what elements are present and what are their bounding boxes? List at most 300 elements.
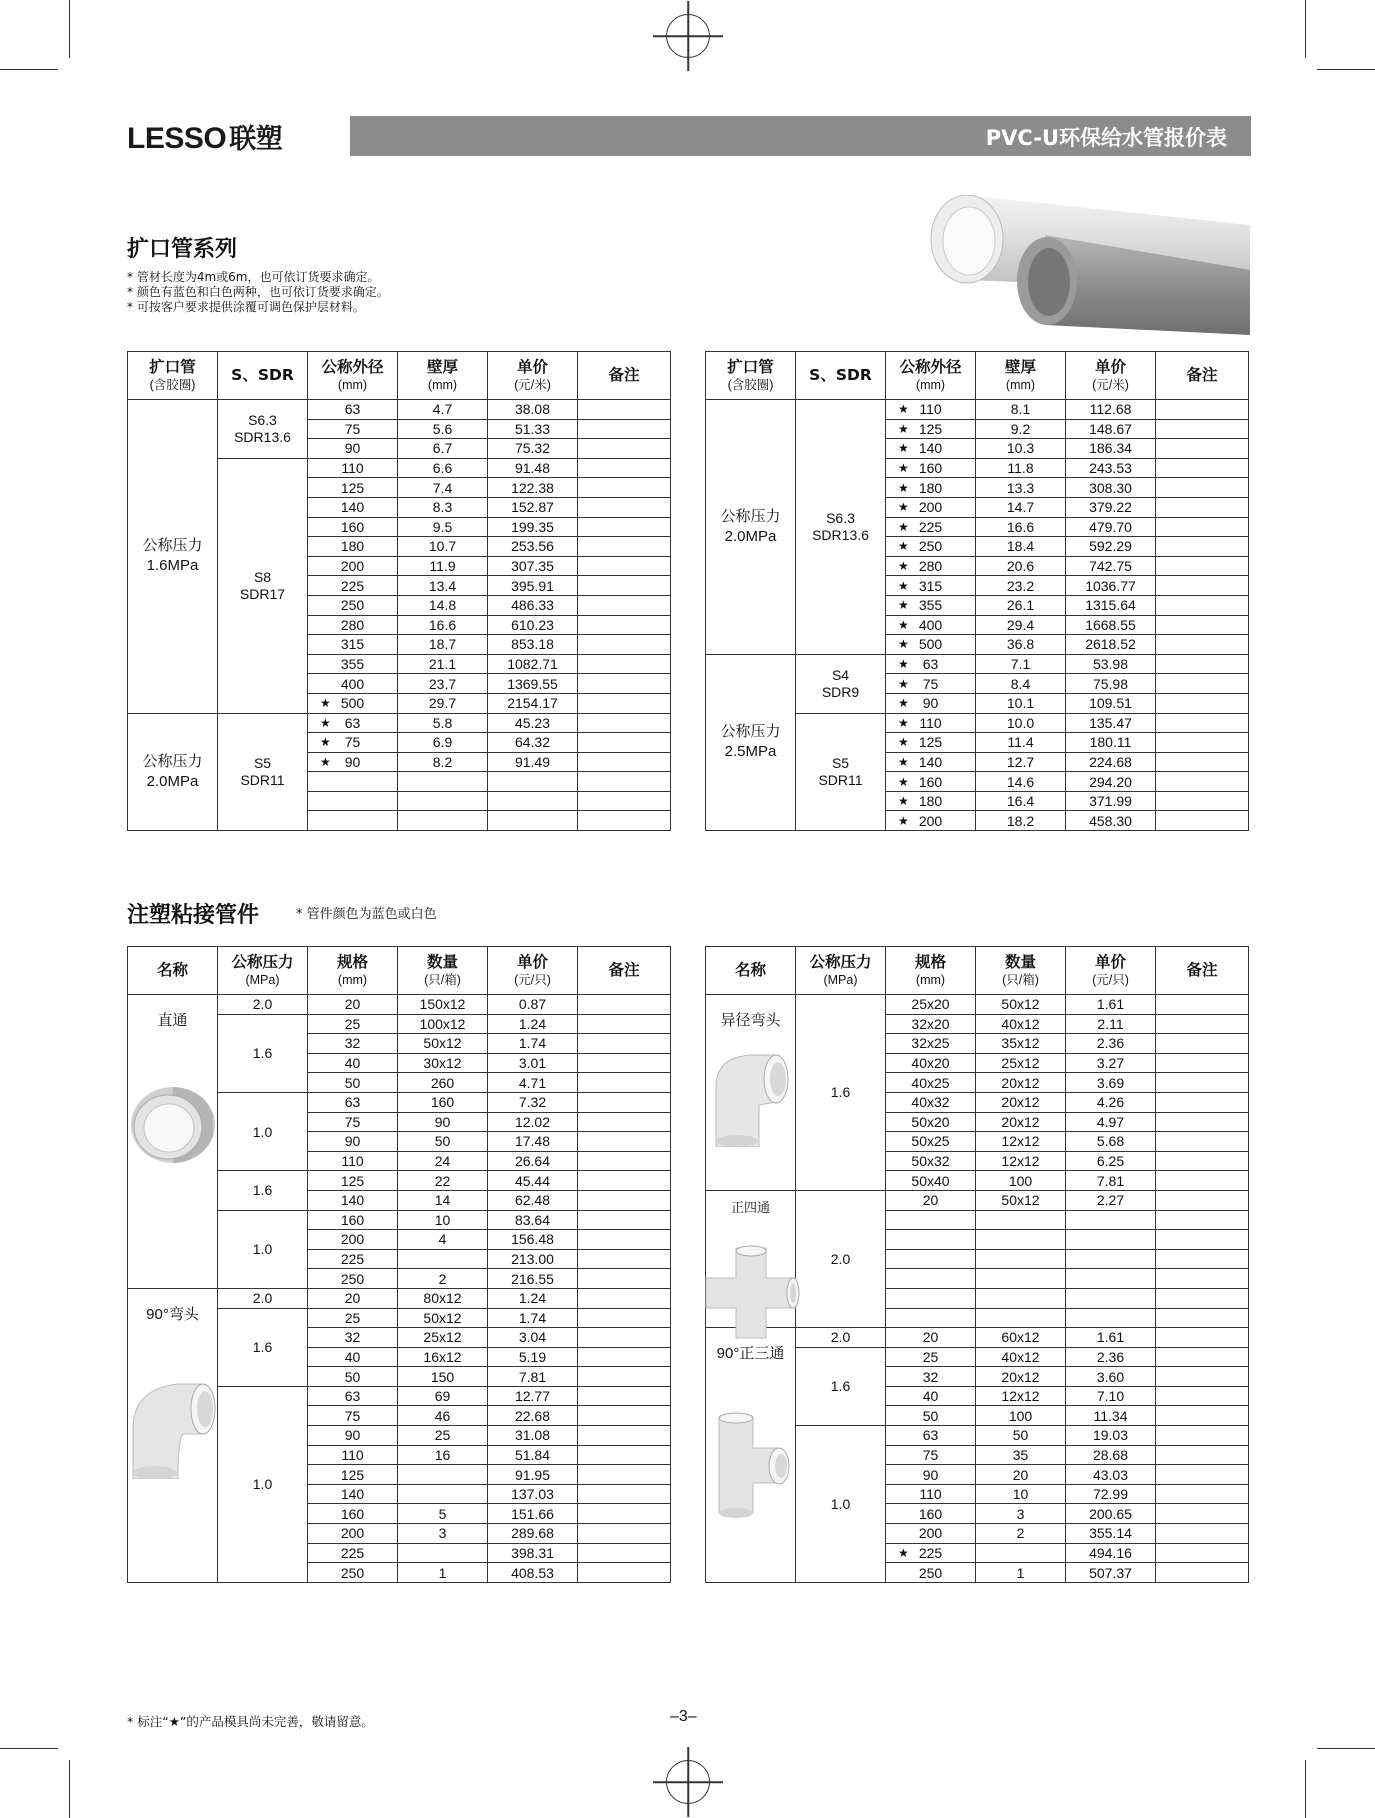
star-icon: ★ (898, 794, 909, 809)
cell-value: 10 (976, 1484, 1066, 1504)
cell-price: 64.32 (488, 733, 578, 753)
column-header: 名称 (706, 947, 796, 995)
cell-value: 4.7 (398, 400, 488, 420)
cell-value: 8.4 (976, 674, 1066, 694)
cell-diameter: ★ 315 (886, 576, 976, 596)
cell-diameter: ★ 400 (886, 615, 976, 635)
cell-price: 72.99 (1066, 1484, 1156, 1504)
reducing-elbow-icon (701, 1047, 801, 1147)
cell-diameter: 63 (308, 1092, 398, 1112)
cell-diameter: 140 (308, 1484, 398, 1504)
cell-price: 6.25 (1066, 1151, 1156, 1171)
cell-price (1066, 1230, 1156, 1250)
cell-remark (578, 1484, 671, 1504)
cell-diameter: 200 (308, 556, 398, 576)
pipe-product-image (925, 195, 1250, 335)
star-icon: ★ (320, 715, 331, 730)
pressure-cell: 1.0 (218, 1386, 308, 1582)
cell-price: 253.56 (488, 537, 578, 557)
cell-price: 5.68 (1066, 1132, 1156, 1152)
cell-value: 16.4 (976, 791, 1066, 811)
cell-value: 16.6 (976, 517, 1066, 537)
cell-value: 22 (398, 1171, 488, 1191)
cell-price: 5.19 (488, 1347, 578, 1367)
cell-value: 8.1 (976, 400, 1066, 420)
fittings-note: * 管件颜色为蓝色或白色 (296, 907, 437, 922)
cell-price: 151.66 (488, 1504, 578, 1524)
cell-value: 12.7 (976, 752, 1066, 772)
cell-diameter: ★ 90 (308, 752, 398, 772)
cell-price: 156.48 (488, 1230, 578, 1250)
cell-price (488, 791, 578, 811)
cell-value: 7.4 (398, 478, 488, 498)
cell-remark (1156, 400, 1249, 420)
cell-price: 458.30 (1066, 811, 1156, 831)
crop-mark (1305, 0, 1306, 58)
cell-remark (1156, 458, 1249, 478)
cell-diameter: ★ 500 (886, 635, 976, 655)
cell-value: 14 (398, 1190, 488, 1210)
cell-diameter: ★ 75 (886, 674, 976, 694)
cell-value: 36.8 (976, 635, 1066, 655)
cell-diameter: 315 (308, 635, 398, 655)
cell-remark (578, 517, 671, 537)
fittings-table-right (705, 946, 1249, 1583)
column-header: 单价 (元/只) (1066, 947, 1156, 995)
star-icon: ★ (898, 500, 909, 515)
cell-value: 18.4 (976, 537, 1066, 557)
cell-diameter: 40x32 (886, 1092, 976, 1112)
header-row (706, 947, 1249, 995)
cell-remark (578, 595, 671, 615)
column-header: 公称外径 (mm) (308, 352, 398, 400)
table-row (128, 713, 671, 733)
cell-price: 91.95 (488, 1465, 578, 1485)
table-row (128, 1288, 671, 1308)
pipe-table-left (127, 351, 671, 831)
column-header: 备注 (1156, 947, 1249, 995)
cell-value (398, 791, 488, 811)
cell-value: 12x12 (976, 1386, 1066, 1406)
fittings-table-left (127, 946, 671, 1583)
star-icon: ★ (898, 402, 909, 417)
fitting-name-cell (706, 995, 796, 1191)
cell-remark (1156, 478, 1249, 498)
footer-note: * 标注“★”的产品模具尚未完善，敬请留意。 (127, 1714, 374, 1729)
cell-diameter: ★ 160 (886, 458, 976, 478)
pressure-cell: 2.0 (218, 995, 308, 1015)
cell-remark (578, 1347, 671, 1367)
cell-price: 3.04 (488, 1328, 578, 1348)
cell-price: 148.67 (1066, 419, 1156, 439)
star-icon: ★ (898, 480, 909, 495)
cell-value: 10.1 (976, 693, 1066, 713)
cell-remark (578, 400, 671, 420)
fitting-name: 正四通 (730, 1199, 770, 1215)
cell-price: 12.02 (488, 1112, 578, 1132)
cell-price: 2.11 (1066, 1014, 1156, 1034)
cell-price: 1.24 (488, 1014, 578, 1034)
cell-remark (578, 556, 671, 576)
cell-value (976, 1249, 1066, 1269)
star-icon: ★ (898, 559, 909, 574)
table-row (706, 1328, 1249, 1348)
table-row (128, 400, 671, 420)
cell-price: 51.33 (488, 419, 578, 439)
cell-remark (578, 497, 671, 517)
pressure-cell: 1.0 (796, 1426, 886, 1583)
registration-mark (666, 1760, 710, 1804)
cell-price (1066, 1269, 1156, 1289)
cell-remark (1156, 752, 1249, 772)
pressure-cell: 公称压力 1.6MPa (128, 400, 218, 714)
cell-diameter: 63 (886, 1426, 976, 1446)
star-icon: ★ (898, 421, 909, 436)
cell-diameter: 200 (308, 1230, 398, 1250)
header-row (128, 947, 671, 995)
cell-value: 35x12 (976, 1034, 1066, 1054)
cell-diameter: 90 (308, 1132, 398, 1152)
cell-value: 14.6 (976, 772, 1066, 792)
cell-remark (578, 1132, 671, 1152)
cell-diameter: 110 (308, 1151, 398, 1171)
cell-value (976, 1230, 1066, 1250)
cell-value: 30x12 (398, 1053, 488, 1073)
cell-remark (578, 674, 671, 694)
cell-price: 289.68 (488, 1524, 578, 1544)
cell-price (488, 772, 578, 792)
cell-price: 62.48 (488, 1190, 578, 1210)
cell-price: 83.64 (488, 1210, 578, 1230)
cell-diameter: 160 (308, 1504, 398, 1524)
cell-remark (578, 1151, 671, 1171)
cell-value: 6.9 (398, 733, 488, 753)
cell-price: 91.48 (488, 458, 578, 478)
cell-value: 20 (976, 1465, 1066, 1485)
cell-price: 2.36 (1066, 1347, 1156, 1367)
cell-diameter: 225 (308, 1543, 398, 1563)
page-title: PVC-U环保给水管报价表 (985, 126, 1227, 150)
cell-value (398, 1484, 488, 1504)
cell-diameter: 40 (308, 1347, 398, 1367)
cell-price: 122.38 (488, 478, 578, 498)
cell-remark (1156, 713, 1249, 733)
cell-price: 742.75 (1066, 556, 1156, 576)
fitting-name: 90°弯头 (146, 1305, 199, 1323)
cell-remark (1156, 1014, 1249, 1034)
column-header: 备注 (578, 947, 671, 995)
cell-remark (578, 1406, 671, 1426)
cell-value: 12x12 (976, 1151, 1066, 1171)
cell-value: 9.5 (398, 517, 488, 537)
cell-remark (1156, 1524, 1249, 1544)
cell-value (976, 1308, 1066, 1328)
cell-price: 31.08 (488, 1426, 578, 1446)
cell-price (488, 811, 578, 831)
cell-price: 11.34 (1066, 1406, 1156, 1426)
cell-diameter: 200 (886, 1524, 976, 1544)
cell-remark (1156, 654, 1249, 674)
section-title-fittings: 注塑粘接管件 (127, 903, 260, 928)
cell-value: 100x12 (398, 1014, 488, 1034)
cell-diameter: 25 (308, 1014, 398, 1034)
cell-diameter (886, 1269, 976, 1289)
cell-remark (578, 1210, 671, 1230)
column-header: 规格 (mm) (886, 947, 976, 995)
cell-value: 7.1 (976, 654, 1066, 674)
cell-remark (578, 1524, 671, 1544)
star-icon: ★ (898, 696, 909, 711)
cell-price: 3.27 (1066, 1053, 1156, 1073)
cell-diameter: 125 (308, 478, 398, 498)
pressure-cell: 公称压力 2.5MPa (706, 654, 796, 830)
cell-diameter: 90 (886, 1465, 976, 1485)
cell-value: 23.7 (398, 674, 488, 694)
cell-price: 75.32 (488, 439, 578, 459)
column-header: S、SDR (796, 352, 886, 400)
cell-diameter: 40 (886, 1386, 976, 1406)
cell-price: 308.30 (1066, 478, 1156, 498)
sdr-cell: S6.3 SDR13.6 (218, 400, 308, 459)
cell-price: 486.33 (488, 595, 578, 615)
header-row (706, 352, 1249, 400)
column-header: 公称压力 (MPa) (796, 947, 886, 995)
cell-value (398, 811, 488, 831)
cell-value: 29.4 (976, 615, 1066, 635)
cell-remark (578, 1386, 671, 1406)
cell-value: 25x12 (398, 1328, 488, 1348)
cell-remark (1156, 733, 1249, 753)
cell-price: 355.14 (1066, 1524, 1156, 1544)
cell-value (976, 1543, 1066, 1563)
cell-diameter: 140 (308, 497, 398, 517)
cell-price: 1315.64 (1066, 595, 1156, 615)
pressure-cell: 1.0 (218, 1092, 308, 1170)
cell-value: 26.1 (976, 595, 1066, 615)
column-header: 备注 (578, 352, 671, 400)
cell-diameter: 75 (886, 1445, 976, 1465)
cell-value: 50 (976, 1426, 1066, 1446)
table-row (706, 1190, 1249, 1210)
cell-value: 8.3 (398, 497, 488, 517)
cell-value: 10.0 (976, 713, 1066, 733)
cell-value: 20x12 (976, 1073, 1066, 1093)
crop-mark (1317, 69, 1375, 70)
cell-remark (1156, 556, 1249, 576)
cell-remark (1156, 1563, 1249, 1583)
cell-diameter: ★ 110 (886, 400, 976, 420)
cell-price: 7.81 (1066, 1171, 1156, 1191)
cell-price: 91.49 (488, 752, 578, 772)
cell-diameter: 90 (308, 439, 398, 459)
cell-price: 379.22 (1066, 497, 1156, 517)
cell-remark (1156, 1465, 1249, 1485)
cell-remark (578, 811, 671, 831)
cell-remark (1156, 1249, 1249, 1269)
cell-price: 186.34 (1066, 439, 1156, 459)
cell-remark (1156, 1386, 1249, 1406)
star-icon: ★ (898, 519, 909, 534)
cell-diameter: 32x25 (886, 1034, 976, 1054)
cell-remark (578, 1073, 671, 1093)
cell-remark (1156, 1230, 1249, 1250)
cell-value: 14.8 (398, 595, 488, 615)
cell-value: 40x12 (976, 1347, 1066, 1367)
cell-value: 20x12 (976, 1092, 1066, 1112)
header-bar (350, 116, 1251, 156)
cell-diameter: 125 (308, 1171, 398, 1191)
cell-diameter: ★ 125 (886, 733, 976, 753)
cell-diameter: 250 (308, 1563, 398, 1583)
cell-price: 22.68 (488, 1406, 578, 1426)
cell-remark (1156, 615, 1249, 635)
cell-diameter: 20 (886, 1190, 976, 1210)
cell-value: 20x12 (976, 1367, 1066, 1387)
elbow-icon (123, 1369, 223, 1479)
cell-remark (1156, 995, 1249, 1015)
column-header: 数量 (只/箱) (976, 947, 1066, 995)
fitting-name-cell (128, 1288, 218, 1582)
cell-price: 45.44 (488, 1171, 578, 1191)
cell-value: 18.2 (976, 811, 1066, 831)
cell-value: 6.7 (398, 439, 488, 459)
cell-remark (1156, 1308, 1249, 1328)
star-icon: ★ (898, 441, 909, 456)
cell-price: 3.69 (1066, 1073, 1156, 1093)
cell-diameter: 75 (308, 1112, 398, 1132)
cell-remark (1156, 1504, 1249, 1524)
cell-remark (578, 1092, 671, 1112)
cell-price: 2154.17 (488, 693, 578, 713)
crop-mark (0, 1748, 58, 1749)
cell-remark (578, 654, 671, 674)
cell-diameter: 125 (308, 1465, 398, 1485)
cell-remark (578, 995, 671, 1015)
crop-mark (0, 69, 58, 70)
fitting-name: 直通 (157, 1012, 188, 1029)
cell-value: 16x12 (398, 1347, 488, 1367)
cell-price: 1.61 (1066, 995, 1156, 1015)
cell-diameter: 90 (308, 1426, 398, 1446)
cell-diameter: ★ 225 (886, 1543, 976, 1563)
cell-price: 1082.71 (488, 654, 578, 674)
sdr-cell: S5 SDR11 (796, 713, 886, 831)
cell-diameter: ★ 200 (886, 811, 976, 831)
cell-remark (1156, 1288, 1249, 1308)
fitting-name-cell (706, 1328, 796, 1583)
fitting-name: 90°正三通 (716, 1345, 785, 1363)
table-row (706, 400, 1249, 420)
cell-diameter: ★ 500 (308, 693, 398, 713)
cell-remark (578, 1367, 671, 1387)
cell-diameter: 50x25 (886, 1132, 976, 1152)
star-icon: ★ (898, 1545, 909, 1560)
cell-remark (578, 1563, 671, 1583)
cell-diameter: 50 (308, 1367, 398, 1387)
cell-remark (578, 1014, 671, 1034)
cell-remark (1156, 1034, 1249, 1054)
pressure-cell: 1.6 (218, 1308, 308, 1386)
cell-diameter: 225 (308, 576, 398, 596)
cell-price: 7.32 (488, 1092, 578, 1112)
cell-diameter: 110 (308, 458, 398, 478)
cell-diameter: 280 (308, 615, 398, 635)
column-header: 规格 (mm) (308, 947, 398, 995)
cell-diameter: ★ 180 (886, 478, 976, 498)
cell-value: 50x12 (398, 1308, 488, 1328)
cell-diameter: 110 (308, 1445, 398, 1465)
cell-value: 10.7 (398, 537, 488, 557)
cell-remark (1156, 576, 1249, 596)
column-header: 单价 (元/只) (488, 947, 578, 995)
cell-remark (1156, 811, 1249, 831)
cell-value: 150 (398, 1367, 488, 1387)
cell-price: 2618.52 (1066, 635, 1156, 655)
cell-value: 50x12 (976, 1190, 1066, 1210)
cell-remark (578, 1053, 671, 1073)
cell-remark (1156, 517, 1249, 537)
table-row (706, 995, 1249, 1015)
cell-diameter: ★ 75 (308, 733, 398, 753)
crop-mark (1305, 1760, 1306, 1818)
sdr-cell: S4 SDR9 (796, 654, 886, 713)
star-icon: ★ (898, 461, 909, 476)
cell-remark (1156, 439, 1249, 459)
cell-price: 2.36 (1066, 1034, 1156, 1054)
cell-diameter: 355 (308, 654, 398, 674)
cell-value: 14.7 (976, 497, 1066, 517)
cell-price: 53.98 (1066, 654, 1156, 674)
cell-value: 5.8 (398, 713, 488, 733)
cell-remark (1156, 693, 1249, 713)
table-row (706, 654, 1249, 674)
cell-remark (578, 1112, 671, 1132)
cell-price: 4.97 (1066, 1112, 1156, 1132)
fitting-name: 异径弯头 (720, 1012, 781, 1029)
cell-remark (1156, 1445, 1249, 1465)
cell-diameter (886, 1288, 976, 1308)
cell-diameter: 32 (308, 1034, 398, 1054)
cell-price: 200.65 (1066, 1504, 1156, 1524)
cell-remark (578, 419, 671, 439)
star-icon: ★ (898, 578, 909, 593)
cell-remark (1156, 1092, 1249, 1112)
cell-remark (578, 537, 671, 557)
cell-value: 23.2 (976, 576, 1066, 596)
cell-remark (578, 1034, 671, 1054)
cell-remark (578, 1426, 671, 1446)
cell-value: 13.4 (398, 576, 488, 596)
cell-diameter: 140 (308, 1190, 398, 1210)
cell-price: 12.77 (488, 1386, 578, 1406)
cell-diameter: 32 (886, 1367, 976, 1387)
cell-value: 20x12 (976, 1112, 1066, 1132)
cell-price: 1.74 (488, 1034, 578, 1054)
cell-price: 1036.77 (1066, 576, 1156, 596)
cell-diameter: 50x20 (886, 1112, 976, 1132)
cell-price: 494.16 (1066, 1543, 1156, 1563)
cell-diameter: 180 (308, 537, 398, 557)
cell-diameter: ★ 200 (886, 497, 976, 517)
note-line: * 管材长度为4m或6m，也可依订货要求确定。 (127, 270, 380, 284)
column-header: 单价 (元/米) (488, 352, 578, 400)
cell-diameter: 25x20 (886, 995, 976, 1015)
cell-value (976, 1269, 1066, 1289)
cell-price: 45.23 (488, 713, 578, 733)
cell-price: 371.99 (1066, 791, 1156, 811)
fitting-name-cell (706, 1190, 796, 1327)
cell-diameter: 63 (308, 400, 398, 420)
